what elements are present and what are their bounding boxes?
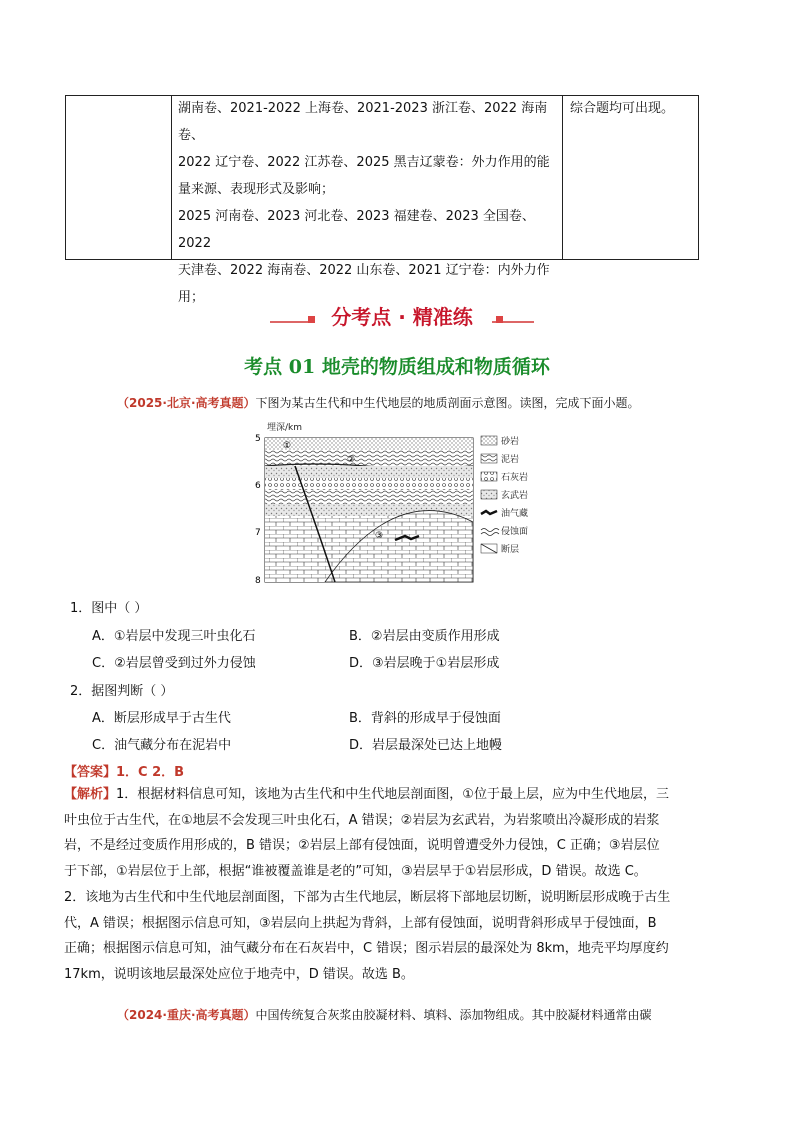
legend-label: 断层 — [501, 545, 520, 555]
analysis-line: 岩，不是经过变质作用形成的，B 错误；②岩层上部有侵蚀面，说明曾遭受外力侵蚀，C 正确；③岩层位 — [64, 838, 660, 854]
next-question-intro — [117, 1006, 652, 1023]
layer-limestone — [265, 478, 473, 490]
option: C．油气藏分布在泥岩中 — [92, 738, 232, 753]
analysis-line: 正确；根据图示信息可知，油气藏分布在石灰岩中，C 错误；图示岩层的最深处为 8km，地壳平均厚度约 — [64, 941, 669, 957]
figure-ylabel: 埋深/km — [267, 423, 303, 433]
analysis-line: 1．根据材料信息可知，该地为古生代和中生代地层剖面图，①位于最上层，应为中生代地层，三 — [116, 787, 669, 802]
intro-text: 下图为某古生代和中生代地层的地质剖面示意图。读图，完成下面小题。 — [255, 396, 640, 410]
circled-label: ① — [283, 441, 292, 451]
table-line: 2025 河南卷、2023 河北卷、2023 福建卷、2023 全国卷、2022 — [178, 209, 535, 251]
option: A．①岩层中发现三叶虫化石 — [92, 629, 256, 644]
analysis-line: 于下部，①岩层位于上部，根据“谁被覆盖谁是老的”可知，③岩层早于①岩层形成，D 错误。故选 C。 — [64, 864, 647, 880]
geologic-section-figure — [255, 422, 535, 584]
exam-table — [65, 95, 699, 305]
legend-label: 油气藏 — [501, 509, 529, 519]
legend-label: 侵蚀面 — [501, 527, 529, 537]
table-line: 湖南卷、2021-2022 上海卷、2021-2023 浙江卷、2022 海南卷、 — [178, 101, 548, 143]
intro-text: 中国传统复合灰浆由胶凝材料、填料、添加物组成。其中胶凝材料通常由碳 — [255, 1008, 652, 1022]
option: B．②岩层由变质作用形成 — [349, 629, 500, 644]
topic-heading: 考点 01 地壳的物质组成和物质循环 — [244, 356, 550, 378]
option: D．③岩层晚于①岩层形成 — [349, 656, 500, 671]
option: D．岩层最深处已达上地幔 — [349, 738, 503, 753]
legend-label: 石灰岩 — [501, 473, 529, 483]
legend-label: 砂岩 — [501, 437, 520, 447]
tick-label: 6 — [255, 481, 261, 491]
analysis-block — [64, 782, 734, 988]
section-title: 分考点 · 精准练 — [331, 305, 473, 329]
analysis-line: 叶虫位于古生代，在①地层不会发现三叶虫化石，A 错误；②岩层为玄武岩，为岩浆喷出冷凝形成的岩浆 — [64, 812, 660, 828]
table-content — [178, 95, 558, 311]
question-stem: 2．据图判断（ ） — [70, 684, 174, 699]
table-right-cell: 综合题均可出现。 — [570, 101, 675, 116]
option: A．断层形成早于古生代 — [92, 711, 231, 726]
analysis-line: 2．该地为古生代和中生代地层剖面图，下部为古生代地层，断层将下部地层切断，说明断层形成晚于古生 — [64, 889, 671, 905]
legend-label: 玄武岩 — [501, 491, 529, 501]
layer-mudstone — [265, 490, 473, 504]
tick-label: 5 — [255, 434, 261, 444]
tick-label: 7 — [255, 528, 261, 538]
layer-mudstone — [265, 450, 473, 466]
circled-label: ③ — [375, 531, 384, 541]
answer-label: 【答案】 — [64, 765, 117, 780]
layer-sandstone — [265, 438, 473, 450]
question-intro — [117, 394, 640, 411]
tick-label: 8 — [255, 576, 261, 584]
table-line: 2022 辽宁卷、2022 江苏卷、2025 黑吉辽蒙卷：外力作用的能 — [178, 155, 550, 170]
circled-label: ② — [347, 455, 356, 465]
legend — [481, 435, 528, 555]
analysis-line: 17km，说明该地层最深处应位于地壳中，D 错误。故选 B。 — [64, 966, 414, 982]
option: C．②岩层曾受到过外力侵蚀 — [92, 656, 256, 671]
table-line: 用； — [178, 290, 205, 305]
option: B．背斜的形成早于侵蚀面 — [349, 711, 501, 726]
answer-line — [64, 761, 184, 780]
analysis-line: 代，A 错误；根据图示信息可知，③岩层向上拱起为背斜，上部有侵蚀面，说明背斜形成早于侵蚀面，B — [64, 915, 657, 931]
question-source: （2025·北京·高考真题） — [117, 396, 256, 410]
section-banner — [270, 300, 534, 330]
analysis-label: 【解析】 — [64, 787, 117, 802]
table-line: 天津卷、2022 海南卷、2022 山东卷、2021 辽宁卷：内外力作 — [178, 263, 550, 278]
question-stem: 1．图中（ ） — [70, 601, 148, 616]
legend-label: 泥岩 — [501, 455, 520, 465]
table-line: 量来源、表现形式及影响； — [178, 182, 335, 197]
question-source: （2024·重庆·高考真题） — [117, 1008, 256, 1022]
answer-text: 1．C 2．B — [116, 765, 185, 780]
